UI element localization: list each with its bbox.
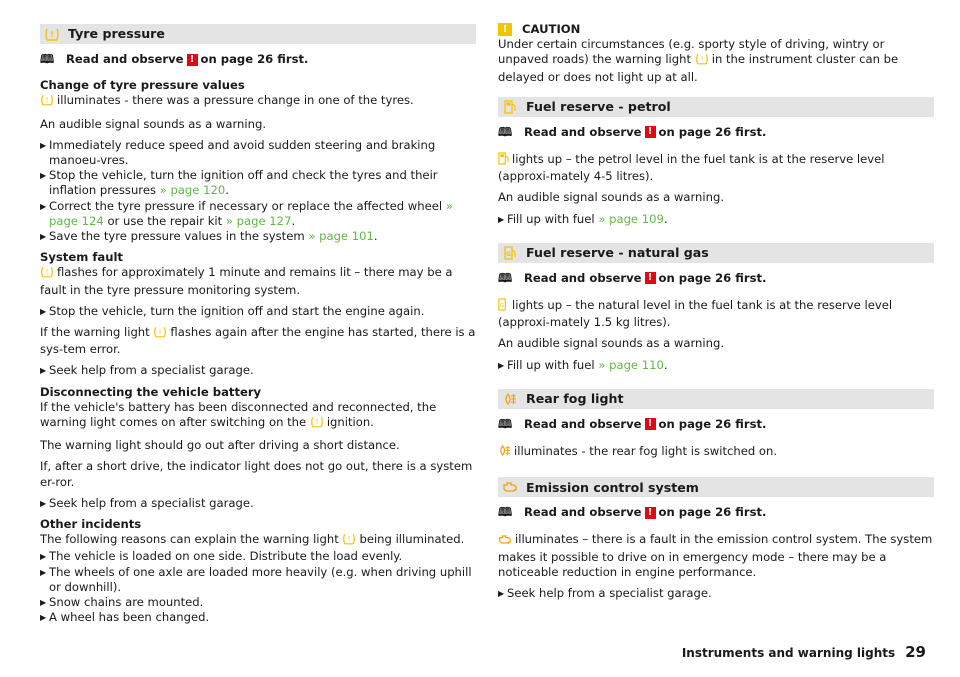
page-footer [682,645,926,661]
bullet-triangle-icon: ▶ [40,140,47,150]
svg-text:!: ! [45,96,49,105]
audible-text: An audible signal sounds as a warning. [498,190,725,205]
bullet-triangle-icon: ▶ [498,360,505,370]
warning-icon: ! [645,126,656,138]
petrol-text: lights up – the petrol level in the fuel tank is at the reserve level (approxi-mately 4-5 litres). [498,152,885,184]
fault-heading: System fault [40,250,123,265]
bullet-triangle-icon: ▶ [40,498,47,508]
other-heading: Other incidents [40,517,142,532]
list-item: ▶ A wheel has been changed. [40,610,210,625]
svg-text:!: ! [348,535,351,544]
section-header-emission: Emission control system [498,477,934,497]
footer-title: Instruments and warning lights [681,646,896,660]
bullet-triangle-icon: ▶ [40,171,47,181]
book-icon: 🕮 [498,270,513,285]
caution-heading: ! CAUTION [498,22,934,37]
svg-text:!: ! [700,55,704,64]
list-item: ▶ Fill up with fuel » page 110. [498,357,668,372]
gas-pump-icon [502,246,518,260]
right-column [498,0,934,601]
read-observe-note: 🕮 Read and observe ! on page 26 first. [498,124,767,139]
book-icon: 🕮 [40,52,55,66]
disconnect-text: If the vehicle's battery has been disconnected and reconnected, the warning light comes on after switching on the ! ignition. [40,400,476,432]
if-after-text: If, after a short drive, the indicator light does not go out, there is a system er-ror. [40,459,473,489]
fog-text: illuminates - the rear fog light is switched on. [498,444,934,461]
read-observe-note: 🕮 Read and observe ! on page 26 first. [498,270,767,285]
read-observe-note: 🕮 Read and observe ! on page 26 first. [498,416,767,431]
list-item: ▶ Fill up with fuel » page 109. [498,211,668,226]
system-error-text: If the warning light ! flashes again after the engine has started, there is a sys-tem error. [40,325,476,357]
tyre-pressure-icon [153,326,167,342]
warning-icon: ! [645,272,656,284]
section-title: Tyre pressure [68,26,165,42]
book-icon: 🕮 [498,416,513,431]
bullet-triangle-icon: ▶ [40,306,47,316]
page-link[interactable]: » page 109 [598,211,664,226]
tyre-pressure-icon [342,533,356,549]
read-observe-note [40,52,476,67]
bullet-triangle-icon: ▶ [40,552,47,562]
page-link[interactable]: » page 124 [49,198,453,228]
disconnect-heading: Disconnecting the vehicle battery [40,384,262,399]
svg-text:!: ! [159,328,162,337]
note-pre: Read and observe [66,52,184,66]
go-out-text: The warning light should go out after driving a short distance. [40,438,400,453]
svg-text:G: G [499,303,505,310]
section-header-tyre-pressure [40,24,476,44]
book-icon: 🕮 [498,124,513,139]
list-item: ▶ The vehicle is loaded on one side. Distribute the load evenly. [40,549,403,564]
audible-text: An audible signal sounds as a warning. [498,336,725,351]
page-link[interactable]: » page 101 [308,229,374,244]
engine-icon [502,480,518,494]
list-item: ▶ Seek help from a specialist garage. [498,586,712,601]
book-icon: 🕮 [498,505,513,520]
page-link[interactable]: » page 127 [225,213,292,228]
svg-text:!: ! [50,29,54,39]
fuel-pump-icon [502,100,518,114]
gas-pump-icon [498,298,509,315]
emission-text: illuminates – there is a fault in the emission control system. The system makes it possible to drive on in emergency mode – there may be a noticeable reduction in engine performance. [498,532,933,579]
engine-icon [498,534,512,549]
other-text: The following reasons can explain the warning light ! being illuminated. [40,532,476,549]
gas-text: G lights up – the natural level in the fuel tank is at the reserve level (approxi-mately 1.5 kg litres). [498,298,893,330]
svg-text:!: ! [45,268,49,277]
bullet-triangle-icon: ▶ [498,589,505,599]
caution-icon: ! [498,23,512,36]
rear-fog-light-icon [502,392,518,406]
rear-fog-light-icon [498,444,511,461]
tyre-pressure-icon [44,27,60,41]
warning-icon: ! [645,418,656,430]
list-item: ▶ Snow chains are mounted. [40,595,204,610]
note-post: on page 26 first. [200,52,309,66]
tyre-pressure-icon [40,94,54,110]
warning-icon: ! [645,507,656,519]
fault-text: ! flashes for approximately 1 minute and remains lit – there may be a fault in the tyre pressure monitoring system. [40,265,453,297]
bullet-triangle-icon: ▶ [40,366,47,376]
audible-text: An audible signal sounds as a warning. [40,116,267,131]
fuel-pump-icon [498,152,509,169]
list-item: ▶ Save the tyre pressure values in the system » page 101. [40,229,378,244]
list-item: ▶ Immediately reduce speed and avoid sudden steering and braking manoeu-vres. [40,137,436,168]
list-item: ▶ Stop the vehicle, turn the ignition off and check the tyres and their inflation pressures » page 120. [40,168,438,198]
bullet-triangle-icon: ▶ [40,598,47,608]
left-column [40,0,476,626]
warning-icon: ! [187,54,198,66]
change-heading: Change of tyre pressure values [40,78,245,93]
list-item: ▶ Seek help from a specialist garage. [40,495,254,510]
tyre-pressure-icon [40,266,54,282]
tyre-pressure-icon [695,53,709,69]
svg-text:!: ! [315,418,319,427]
list-item: ▶ The wheels of one axle are loaded more heavily (e.g. when driving uphill or downhill). [40,564,472,594]
tyre-pressure-icon [310,416,324,432]
svg-text:G: G [506,250,511,258]
caution-text: Under certain circumstances (e.g. sporty style of driving, wintry or unpaved roads) the warning light ! in the instrument cluster can be delayed or does not light up at all. [498,37,899,84]
bullet-triangle-icon: ▶ [40,567,47,577]
section-header-rear-fog: Rear fog light [498,389,934,409]
bullet-triangle-icon: ▶ [40,232,47,242]
list-item: ▶ Correct the tyre pressure if necessary or replace the affected wheel » page 124 or use the repair kit » page 127. [40,198,453,228]
bullet-triangle-icon: ▶ [40,613,47,623]
list-item: ▶ Seek help from a specialist garage. [40,363,254,378]
page-number: 29 [905,643,926,661]
bullet-triangle-icon: ▶ [498,214,505,224]
change-text: ! illuminates - there was a pressure change in one of the tyres. [40,93,476,110]
bullet-triangle-icon: ▶ [40,201,47,211]
section-header-fuel-gas: G Fuel reserve - natural gas [498,243,934,263]
section-header-fuel-petrol: Fuel reserve - petrol [498,97,934,117]
page-link[interactable]: » page 110 [598,357,664,372]
list-item: ▶ Stop the vehicle, turn the ignition off and start the engine again. [40,303,425,318]
page-link[interactable]: » page 120 [159,183,226,198]
read-observe-note: 🕮 Read and observe ! on page 26 first. [498,505,767,520]
